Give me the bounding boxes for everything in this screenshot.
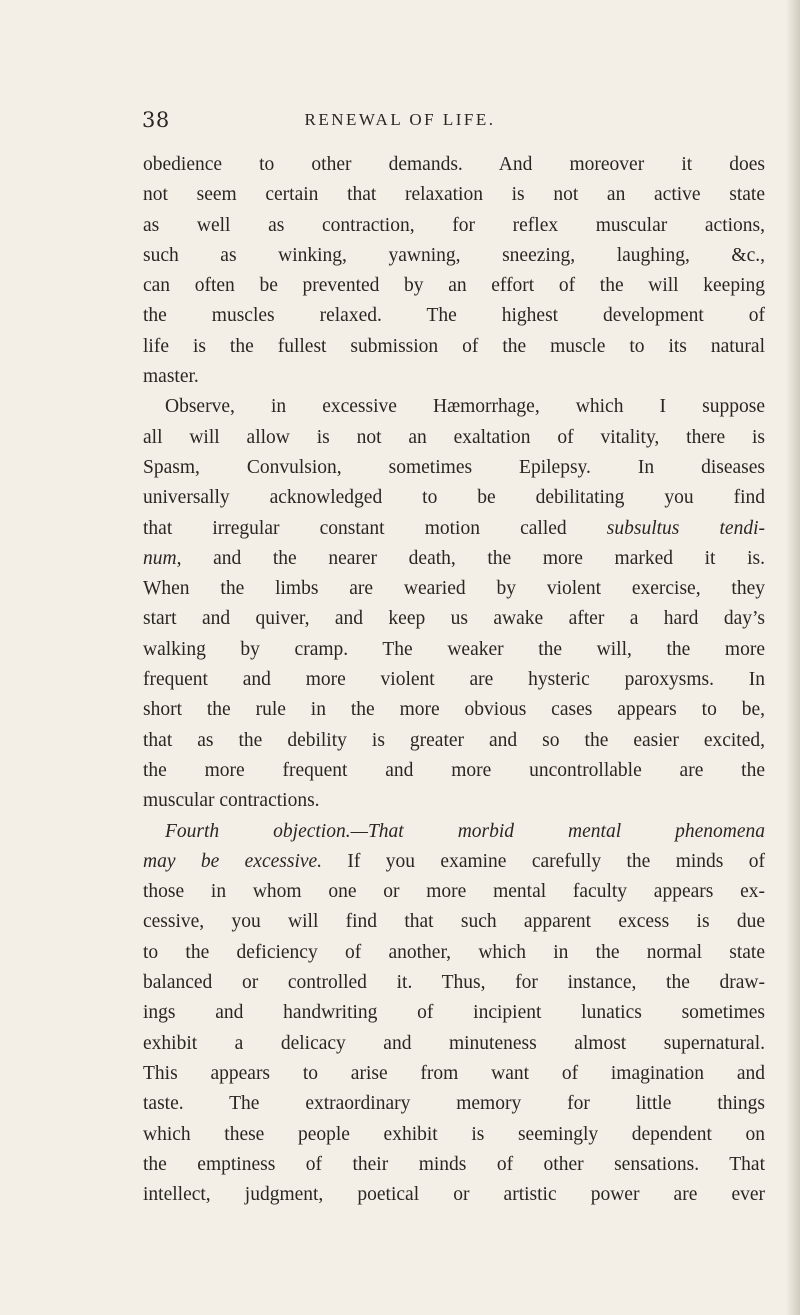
text-line: the muscles relaxed. The highest development of [143,305,765,327]
text-line: This appears to arise from want of imagination and [143,1062,765,1084]
text-line: to the deficiency of another, which in the normal state [143,941,765,963]
text-line: cessive, you will find that such apparent excess is due [143,911,765,933]
text-line: can often be prevented by an effort of the will keeping [143,275,765,297]
text-line [143,847,765,877]
paragraph-start-line [143,817,765,847]
text-line: exhibit a delicacy and minuteness almost supernatural. [143,1032,765,1054]
text-line: start and quiver, and keep us awake after a hard day’s [143,608,765,630]
text-line: obedience to other demands. And moreover it does [143,154,765,175]
text-segment: that irregular constant motion called [143,517,567,539]
text-line: life is the fullest submission of the muscle to its natural [143,335,765,357]
text-line: taste. The extraordinary memory for little things [143,1093,765,1115]
page-header [0,108,800,138]
text-line: such as winking, yawning, sneezing, laughing, &c., [143,244,765,266]
text-line: frequent and more violent are hysteric paroxysms. In [143,669,765,691]
text-line: which these people exhibit is seemingly dependent on [143,1123,765,1145]
text-line: ings and handwriting of incipient lunatics sometimes [143,1002,765,1024]
italic-term: num [143,547,177,569]
text-line: universally acknowledged to be debilitating you find [143,487,765,509]
text-segment: , and the nearer death, the more marked it is. [176,547,765,569]
italic-heading: may be excessive. [143,850,323,872]
page-edge-shadow [786,0,800,1315]
text-line: muscular contractions. [143,790,320,812]
text-line: walking by cramp. The weaker the will, the more [143,638,765,660]
text-line [143,514,765,544]
text-line: as well as contraction, for reflex muscular actions, [143,214,765,236]
text-line: not seem certain that relaxation is not an active state [143,184,765,206]
page-number: 38 [142,108,170,132]
text-line: that as the debility is greater and so the easier excited, [143,729,765,751]
text-line [143,544,765,574]
text-line: those in whom one or more mental faculty appears ex- [143,881,765,903]
text-line: all will allow is not an exaltation of vitality, there is [143,426,765,448]
text-line: the emptiness of their minds of other sensations. That [143,1153,765,1175]
text-line: balanced or controlled it. Thus, for instance, the draw- [143,972,765,994]
text-line: intellect, judgment, poetical or artistic power are ever [143,1184,765,1206]
text-segment: If you examine carefully the minds of [322,850,765,872]
text-line: short the rule in the more obvious cases appears to be, [143,699,765,721]
italic-term: subsultus tendi- [606,517,765,539]
text-line: Spasm, Convulsion, sometimes Epilepsy. In diseases [143,456,765,478]
text-line: master. [143,366,199,388]
italic-heading: Fourth objection.—That morbid mental phenomena [165,820,765,842]
body-text [143,150,765,1210]
text-line: the more frequent and more uncontrollable are the [143,759,765,781]
paragraph-start-line: Observe, in excessive Hæmorrhage, which I suppose [165,396,765,418]
running-head: RENEWAL OF LIFE. [304,110,496,129]
text-line: When the limbs are wearied by violent exercise, they [143,578,765,600]
